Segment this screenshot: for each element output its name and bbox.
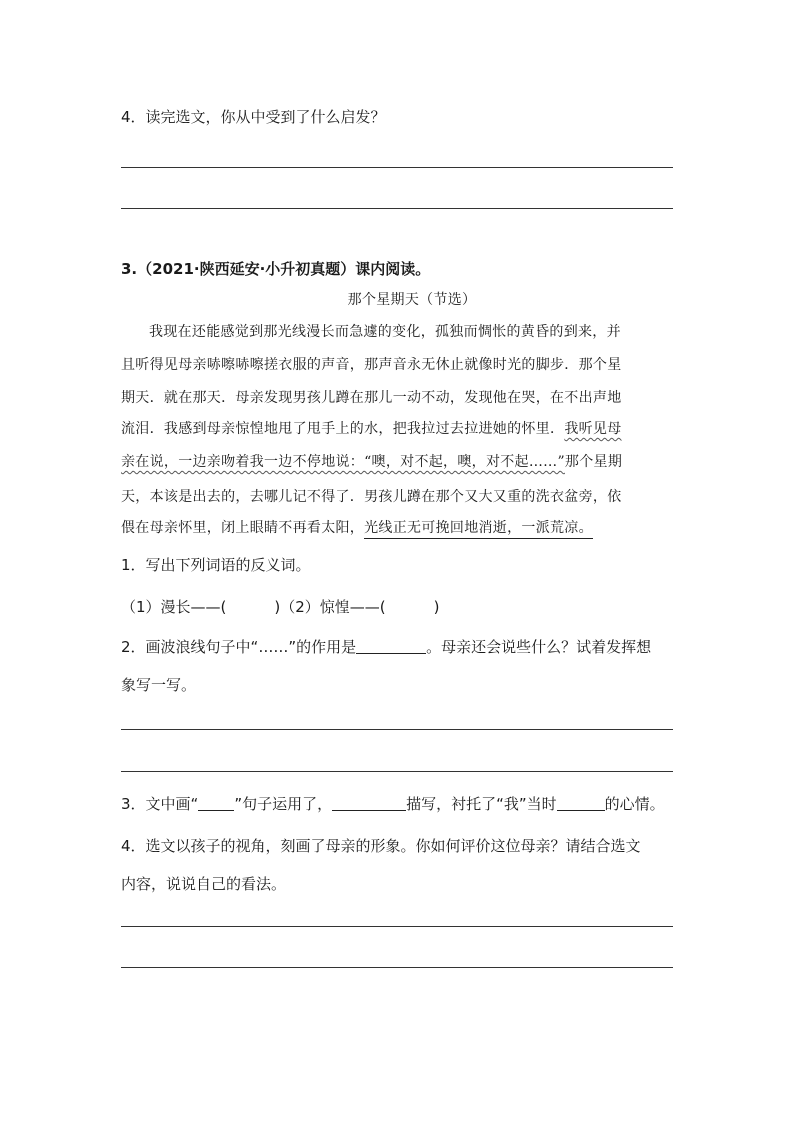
item-label: （2）惊惶——( <box>280 598 386 616</box>
passage-text: 那个星期 <box>564 454 623 470</box>
answer-line <box>121 926 673 927</box>
passage-text: 流泪．我感到母亲惊惶地甩了甩手上的水，把我拉过去拉进她的怀里． <box>121 421 565 437</box>
question-1-items <box>121 597 440 617</box>
question-3 <box>121 794 665 814</box>
q3-text: 的心情。 <box>604 795 665 813</box>
wavy-underlined-sentence: 亲在说，一边亲吻着我一边不停地说：“噢，对不起，噢，对不起……” <box>121 454 565 470</box>
passage-title: 那个星期天（节选） <box>347 292 477 308</box>
question-2 <box>121 637 651 657</box>
q3-text: 描写，衬托了“我”当时 <box>406 795 557 813</box>
answer-line <box>121 208 673 209</box>
passage-line: 我现在还能感觉到那光线漫长而急遽的变化，孤独而惆怅的黄昏的到来，并 <box>149 324 621 340</box>
section-header: 3.（2021·陕西延安·小升初真题）课内阅读。 <box>121 260 431 278</box>
answer-line <box>121 167 673 168</box>
question-2-cont: 象写一写。 <box>121 676 197 694</box>
question-4-cont: 内容，说说自己的看法。 <box>121 875 287 893</box>
question-4-top: 4．读完选文，你从中受到了什么启发？ <box>121 108 386 126</box>
answer-blank[interactable] <box>198 796 234 811</box>
q3-text: ”句子运用了， <box>234 795 333 813</box>
passage-line: 天，本该是出去的，去哪儿记不得了．男孩儿蹲在那个又大又重的洗衣盆旁，依 <box>121 489 622 505</box>
passage-line: 期天．就在那天．母亲发现男孩儿蹲在那儿一动不动，发现他在哭，在不出声地 <box>121 390 622 406</box>
passage-line: 且听得见母亲哧嚓哧嚓搓衣服的声音，那声音永无休止就像时光的脚步．那个星 <box>121 357 622 373</box>
passage-line <box>121 419 622 439</box>
item-close: ) <box>433 598 440 616</box>
wavy-underlined-sentence: 我听见母 <box>564 421 622 437</box>
answer-line <box>121 729 673 730</box>
q3-text: 3．文中画“ <box>121 795 199 813</box>
answer-blank[interactable] <box>332 796 406 811</box>
answer-blank[interactable] <box>557 796 605 811</box>
question-4: 4．选文以孩子的视角，刻画了母亲的形象。你如何评价这位母亲？请结合选文 <box>121 837 641 855</box>
answer-line <box>121 771 673 772</box>
passage-line <box>121 452 622 472</box>
q2-text: 2．画波浪线句子中“……”的作用是 <box>121 638 357 656</box>
question-1: 1．写出下列词语的反义词。 <box>121 556 311 574</box>
passage-line <box>121 518 593 538</box>
straight-underlined-sentence: 光线正无可挽回地消逝，一派荒凉。 <box>364 520 593 539</box>
q2-text: 。母亲还会说些什么？试着发挥想 <box>426 638 652 656</box>
answer-line <box>121 967 673 968</box>
item-close: ) <box>274 598 281 616</box>
item-label: （1）漫长——( <box>121 598 227 616</box>
passage-text: 偎在母亲怀里，闭上眼睛不再看太阳， <box>121 520 365 536</box>
answer-blank[interactable] <box>356 639 426 654</box>
